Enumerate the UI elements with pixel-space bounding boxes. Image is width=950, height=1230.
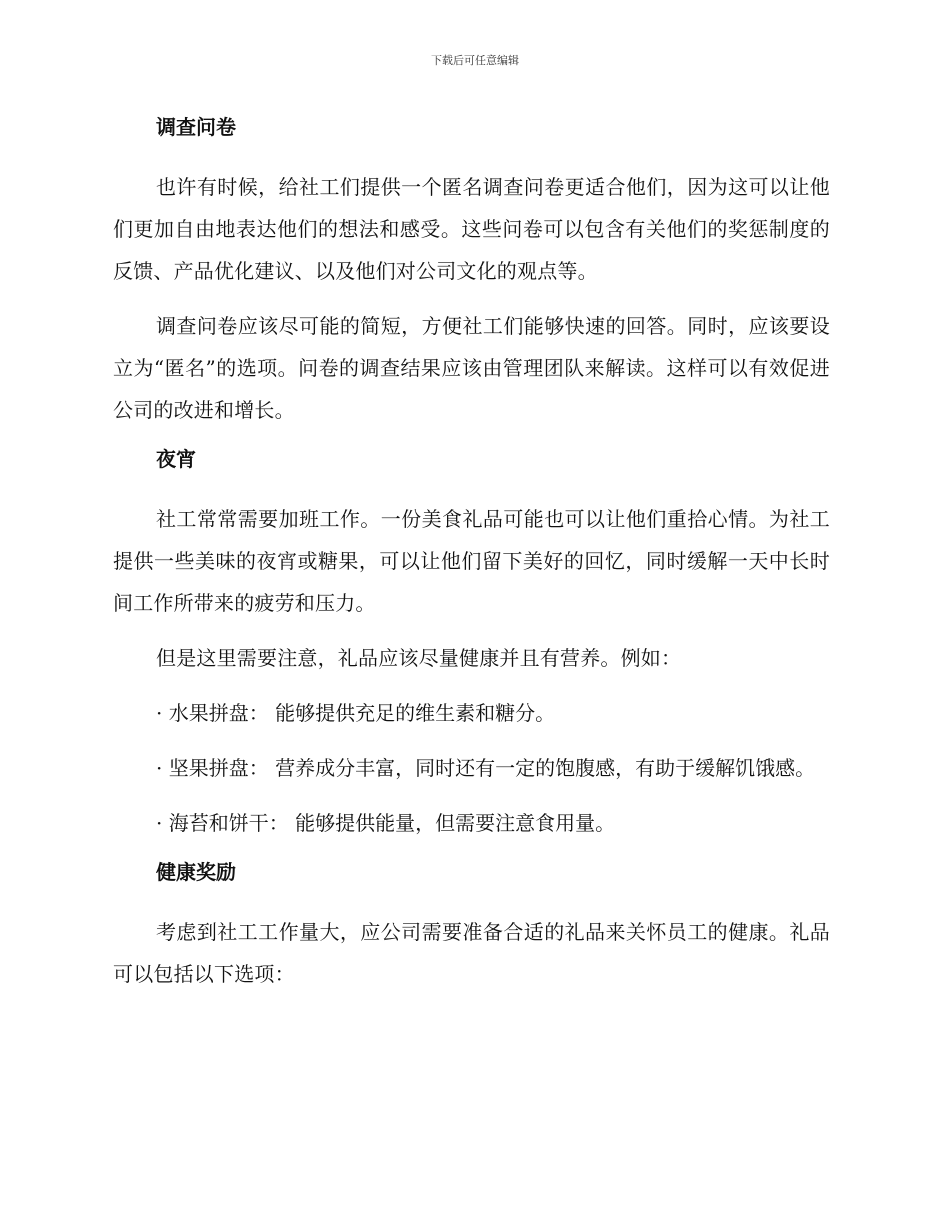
section-survey bbox=[113, 112, 830, 431]
paragraph: 调查问卷应该尽可能的简短，方便社工们能够快速的回答。同时，应该要设立为“匿名”的选项。问卷的调查结果应该由管理团队来解读。这样可以有效促进公司的改进和增长。 bbox=[113, 314, 830, 422]
page-header: 下载后可任意编辑 bbox=[431, 54, 519, 67]
document-body bbox=[113, 112, 830, 995]
section-health-reward bbox=[113, 857, 830, 995]
section-heading: 夜宵 bbox=[156, 447, 196, 471]
list-item: · 水果拼盘： 能够提供充足的维生素和糖分。 bbox=[156, 701, 556, 725]
section-heading: 调查问卷 bbox=[156, 115, 236, 139]
list-item: · 海苔和饼干： 能够提供能量，但需要注意食用量。 bbox=[156, 811, 616, 835]
paragraph: 但是这里需要注意，礼品应该尽量健康并且有营养。例如： bbox=[156, 646, 682, 670]
paragraph: 也许有时候，给社工们提供一个匿名调查问卷更适合他们，因为这可以让他们更加自由地表达他们的想法和感受。这些问卷可以包含有关他们的奖惩制度的反馈、产品优化建议、以及他们对公司文化的观点等。 bbox=[113, 175, 830, 283]
section-heading: 健康奖励 bbox=[156, 860, 236, 884]
section-late-snack bbox=[113, 444, 830, 844]
list-item: · 坚果拼盘： 营养成分丰富，同时还有一定的饱腹感，有助于缓解饥饿感。 bbox=[156, 756, 816, 780]
paragraph: 考虑到社工工作量大，应公司需要准备合适的礼品来关怀员工的健康。礼品可以包括以下选项： bbox=[113, 920, 830, 986]
paragraph: 社工常常需要加班工作。一份美食礼品可能也可以让他们重拾心情。为社工提供一些美味的夜宵或糖果，可以让他们留下美好的回忆，同时缓解一天中长时间工作所带来的疲劳和压力。 bbox=[113, 507, 830, 615]
